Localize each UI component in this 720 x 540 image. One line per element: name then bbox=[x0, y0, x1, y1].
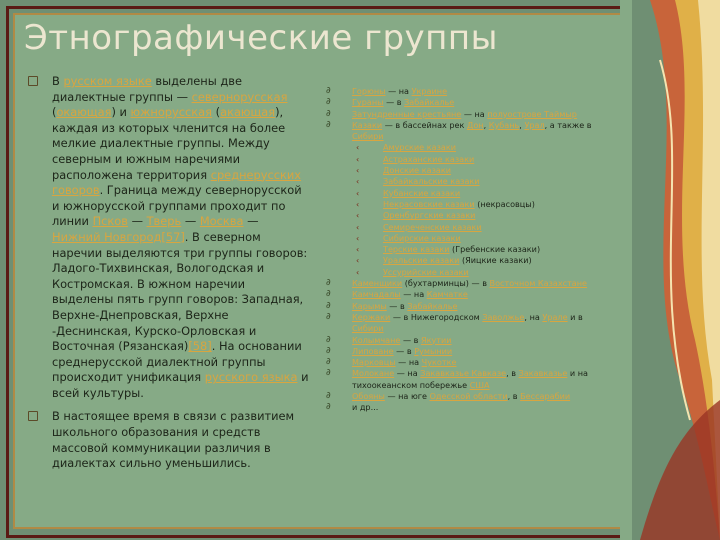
text-run: В bbox=[52, 74, 64, 88]
text-run: и на тихоокеанском побережье bbox=[352, 368, 588, 390]
hyperlink[interactable]: Камчадалы bbox=[352, 289, 401, 300]
list-item bbox=[326, 109, 594, 120]
hyperlink[interactable]: Нижний Новгород bbox=[52, 229, 162, 244]
text-run: ) и bbox=[111, 105, 131, 120]
hyperlink[interactable]: Закавказье bbox=[518, 368, 568, 379]
chevron-bullet-icon: ‹ bbox=[356, 256, 360, 266]
sub-list-item bbox=[326, 188, 594, 199]
text-run: . В северном наречии выделяются три группы говоров: Ладого-Тихвинская, Вологодская и Костромская. В южном наречии выделены пять групп говоров: Западная, Верхне-Днепровская, Верхне -Деснинская, Курско-Орловская и Восточная (Рязанская) bbox=[52, 229, 308, 354]
hyperlink[interactable]: Одесской области bbox=[429, 391, 508, 402]
hyperlink[interactable]: южнорусская bbox=[130, 105, 213, 120]
hyperlink[interactable]: Дон bbox=[467, 119, 484, 130]
sub-list-item bbox=[326, 176, 594, 187]
text-run: , в bbox=[506, 368, 519, 379]
bullet-icon: ∂ bbox=[326, 108, 331, 119]
hyperlink[interactable]: Восточном Казахстане bbox=[489, 278, 588, 289]
hyperlink[interactable]: Псков bbox=[92, 214, 128, 229]
chevron-bullet-icon: ‹ bbox=[356, 245, 360, 255]
hyperlink[interactable]: Амурские казаки bbox=[383, 142, 456, 153]
hyperlink[interactable]: Бессарабии bbox=[520, 391, 571, 402]
list-item bbox=[326, 86, 594, 97]
square-bullet-icon bbox=[28, 76, 38, 86]
right-list-column bbox=[326, 86, 594, 414]
chevron-bullet-icon: ‹ bbox=[356, 199, 360, 209]
decorative-ribbons bbox=[620, 0, 720, 540]
text-run: — bbox=[243, 214, 259, 229]
text-run: — в бассейнах рек bbox=[382, 119, 467, 130]
text-run: и в bbox=[567, 311, 583, 322]
text-run: . Граница между севернорусской и южнорусской группами проходит по линии bbox=[52, 183, 302, 229]
hyperlink[interactable]: среднерусских говоров bbox=[52, 167, 302, 198]
hyperlink[interactable]: Терские казаки bbox=[383, 244, 450, 255]
hyperlink[interactable]: США bbox=[469, 379, 490, 390]
paragraph bbox=[28, 409, 310, 471]
sub-list-item bbox=[326, 267, 594, 278]
list-item bbox=[326, 120, 594, 143]
list-item bbox=[326, 357, 594, 368]
bullet-icon: ∂ bbox=[326, 345, 331, 356]
hyperlink[interactable]: Казаки bbox=[352, 119, 383, 130]
text-run: — на bbox=[395, 357, 422, 368]
bullet-icon: ∂ bbox=[326, 119, 331, 130]
hyperlink[interactable]: [57] bbox=[161, 229, 185, 244]
chevron-bullet-icon: ‹ bbox=[356, 143, 360, 153]
hyperlink[interactable]: Горюны bbox=[352, 86, 386, 96]
text-run: ( bbox=[52, 105, 57, 120]
chevron-bullet-icon: ‹ bbox=[356, 211, 360, 221]
list-item bbox=[326, 289, 594, 300]
list-item bbox=[326, 301, 594, 312]
text-run: ), каждая из которых членится на более мелкие диалектные группы. Между северным и южным наречиями расположена территория bbox=[52, 105, 286, 182]
chevron-bullet-icon: ‹ bbox=[356, 222, 360, 232]
text-run: — в bbox=[383, 97, 405, 108]
list-item bbox=[326, 402, 594, 413]
sub-list-item bbox=[326, 222, 594, 233]
hyperlink[interactable]: севернорусская bbox=[191, 89, 288, 104]
sub-list-item bbox=[326, 142, 594, 153]
text-run: , bbox=[483, 119, 489, 130]
hyperlink[interactable]: Забайкальские казаки bbox=[383, 176, 480, 187]
text-run: ( bbox=[212, 105, 221, 120]
text-run: и всей культуры. bbox=[52, 370, 309, 400]
list-item bbox=[326, 368, 594, 391]
list-item bbox=[326, 346, 594, 357]
chevron-bullet-icon: ‹ bbox=[356, 267, 360, 277]
chevron-bullet-icon: ‹ bbox=[356, 166, 360, 176]
text-run: (Яицкие казаки) bbox=[459, 255, 532, 266]
text-run: В настоящее время в связи с развитием школьного образования и средств массовой коммуникации различия в диалектах сильно уменьшились. bbox=[52, 409, 295, 471]
hyperlink[interactable]: Украине bbox=[411, 86, 448, 96]
sub-list-item bbox=[326, 154, 594, 165]
hyperlink[interactable]: Забайкалье bbox=[407, 300, 458, 311]
bullet-icon: ∂ bbox=[326, 334, 331, 345]
left-text-column bbox=[28, 74, 310, 480]
hyperlink[interactable]: Кержаки bbox=[352, 311, 391, 322]
chevron-bullet-icon: ‹ bbox=[356, 233, 360, 243]
text-run: и др... bbox=[352, 402, 379, 413]
hyperlink[interactable]: русского языка bbox=[204, 370, 298, 385]
hyperlink[interactable]: Кубань bbox=[488, 119, 520, 130]
text-run: . На основании среднерусской диалектной группы происходит унификация bbox=[52, 339, 302, 385]
hyperlink[interactable]: полуострове Таймыр bbox=[487, 108, 577, 119]
text-run: (Гребенские казаки) bbox=[449, 244, 541, 255]
hyperlink[interactable]: Некрасовские казаки bbox=[383, 198, 475, 209]
hyperlink[interactable]: Забайкалье bbox=[404, 97, 455, 108]
list-item bbox=[326, 278, 594, 289]
bullet-icon: ∂ bbox=[326, 311, 331, 322]
hyperlink[interactable]: Карымы bbox=[352, 300, 387, 311]
text-run: , на bbox=[524, 311, 543, 322]
hyperlink[interactable]: Обояны bbox=[352, 391, 385, 402]
hyperlink[interactable]: Марковцы bbox=[352, 357, 396, 368]
hyperlink[interactable]: Заволжье bbox=[482, 311, 525, 322]
hyperlink[interactable]: Якутии bbox=[420, 334, 452, 345]
slide-title: Этнографические группы bbox=[24, 18, 498, 58]
hyperlink[interactable]: окающая bbox=[56, 105, 112, 120]
hyperlink[interactable]: Астраханские казаки bbox=[383, 153, 475, 164]
hyperlink[interactable]: русском языке bbox=[63, 74, 152, 88]
hyperlink[interactable]: Сибирские казаки bbox=[383, 232, 461, 243]
hyperlink[interactable]: Урал bbox=[524, 119, 545, 130]
text-run: — в bbox=[400, 334, 421, 345]
hyperlink[interactable]: Семиреченские казаки bbox=[383, 221, 482, 232]
sub-list-item bbox=[326, 210, 594, 221]
hyperlink[interactable]: Затундренные крестьяне bbox=[352, 108, 462, 119]
list-item bbox=[326, 391, 594, 402]
text-run: — bbox=[127, 214, 147, 229]
bullet-icon: ∂ bbox=[326, 357, 331, 368]
text-run: — в bbox=[386, 300, 408, 311]
hyperlink[interactable]: Камчатке bbox=[426, 289, 468, 300]
bullet-icon: ∂ bbox=[326, 289, 331, 300]
chevron-bullet-icon: ‹ bbox=[356, 177, 360, 187]
bullet-icon: ∂ bbox=[326, 368, 331, 379]
sub-list-item bbox=[326, 199, 594, 210]
hyperlink[interactable]: Липоване bbox=[352, 345, 394, 356]
square-bullet-icon bbox=[28, 411, 38, 421]
text-run: — на bbox=[394, 368, 421, 379]
chevron-bullet-icon: ‹ bbox=[356, 188, 360, 198]
hyperlink[interactable]: Тверь bbox=[146, 214, 182, 229]
bullet-icon: ∂ bbox=[326, 86, 331, 96]
hyperlink[interactable]: Молокане bbox=[352, 368, 395, 379]
list-item bbox=[326, 312, 594, 335]
text-run: — в bbox=[393, 345, 415, 356]
hyperlink[interactable]: Кубанские казаки bbox=[383, 187, 461, 198]
hyperlink[interactable]: Закавказье Кавказе bbox=[420, 368, 507, 379]
hyperlink[interactable]: Москва bbox=[199, 214, 244, 229]
bullet-icon: ∂ bbox=[326, 278, 331, 289]
text-run: , bbox=[519, 119, 525, 130]
text-run: — на bbox=[461, 108, 488, 119]
text-run: , в bbox=[507, 391, 521, 402]
bullet-icon: ∂ bbox=[326, 97, 331, 108]
hyperlink[interactable]: акающая bbox=[220, 105, 276, 120]
hyperlink[interactable]: Чукотке bbox=[421, 357, 457, 368]
text-run: — на юге bbox=[384, 391, 430, 402]
hyperlink[interactable]: Сибири bbox=[352, 323, 384, 334]
text-run: (бухтарминцы) — в bbox=[402, 278, 490, 289]
paragraph bbox=[28, 74, 310, 401]
bullet-icon: ∂ bbox=[326, 300, 331, 311]
text-run: (некрасовцы) bbox=[474, 198, 535, 209]
bullet-icon: ∂ bbox=[326, 391, 331, 402]
list-item bbox=[326, 335, 594, 346]
hyperlink[interactable]: Уральские казаки bbox=[383, 255, 460, 266]
sub-list-item bbox=[326, 233, 594, 244]
hyperlink[interactable]: Румынии bbox=[414, 345, 453, 356]
text-run: — в Нижегородском bbox=[390, 311, 483, 322]
text-run: выделены две диалектные группы — bbox=[52, 74, 242, 104]
hyperlink[interactable]: Урале bbox=[542, 311, 568, 322]
chevron-bullet-icon: ‹ bbox=[356, 154, 360, 164]
bullet-icon: ∂ bbox=[326, 402, 331, 413]
sub-list-item bbox=[326, 244, 594, 255]
sub-list-item bbox=[326, 165, 594, 176]
text-run: — на bbox=[385, 86, 412, 96]
hyperlink[interactable]: [58] bbox=[188, 339, 212, 354]
text-run: — bbox=[181, 214, 200, 229]
hyperlink[interactable]: Донские казаки bbox=[383, 165, 451, 176]
hyperlink[interactable]: Уссурийские казаки bbox=[383, 266, 469, 277]
hyperlink[interactable]: Каменщики bbox=[352, 278, 403, 289]
hyperlink[interactable]: Колымчане bbox=[352, 334, 401, 345]
text-run: — на bbox=[400, 289, 427, 300]
text-run: , а также в bbox=[544, 119, 592, 130]
sub-list-item bbox=[326, 255, 594, 266]
hyperlink[interactable]: Оренбургские казаки bbox=[383, 210, 476, 221]
hyperlink[interactable]: Гураны bbox=[352, 97, 384, 108]
list-item bbox=[326, 97, 594, 108]
hyperlink[interactable]: Сибири bbox=[352, 131, 384, 142]
